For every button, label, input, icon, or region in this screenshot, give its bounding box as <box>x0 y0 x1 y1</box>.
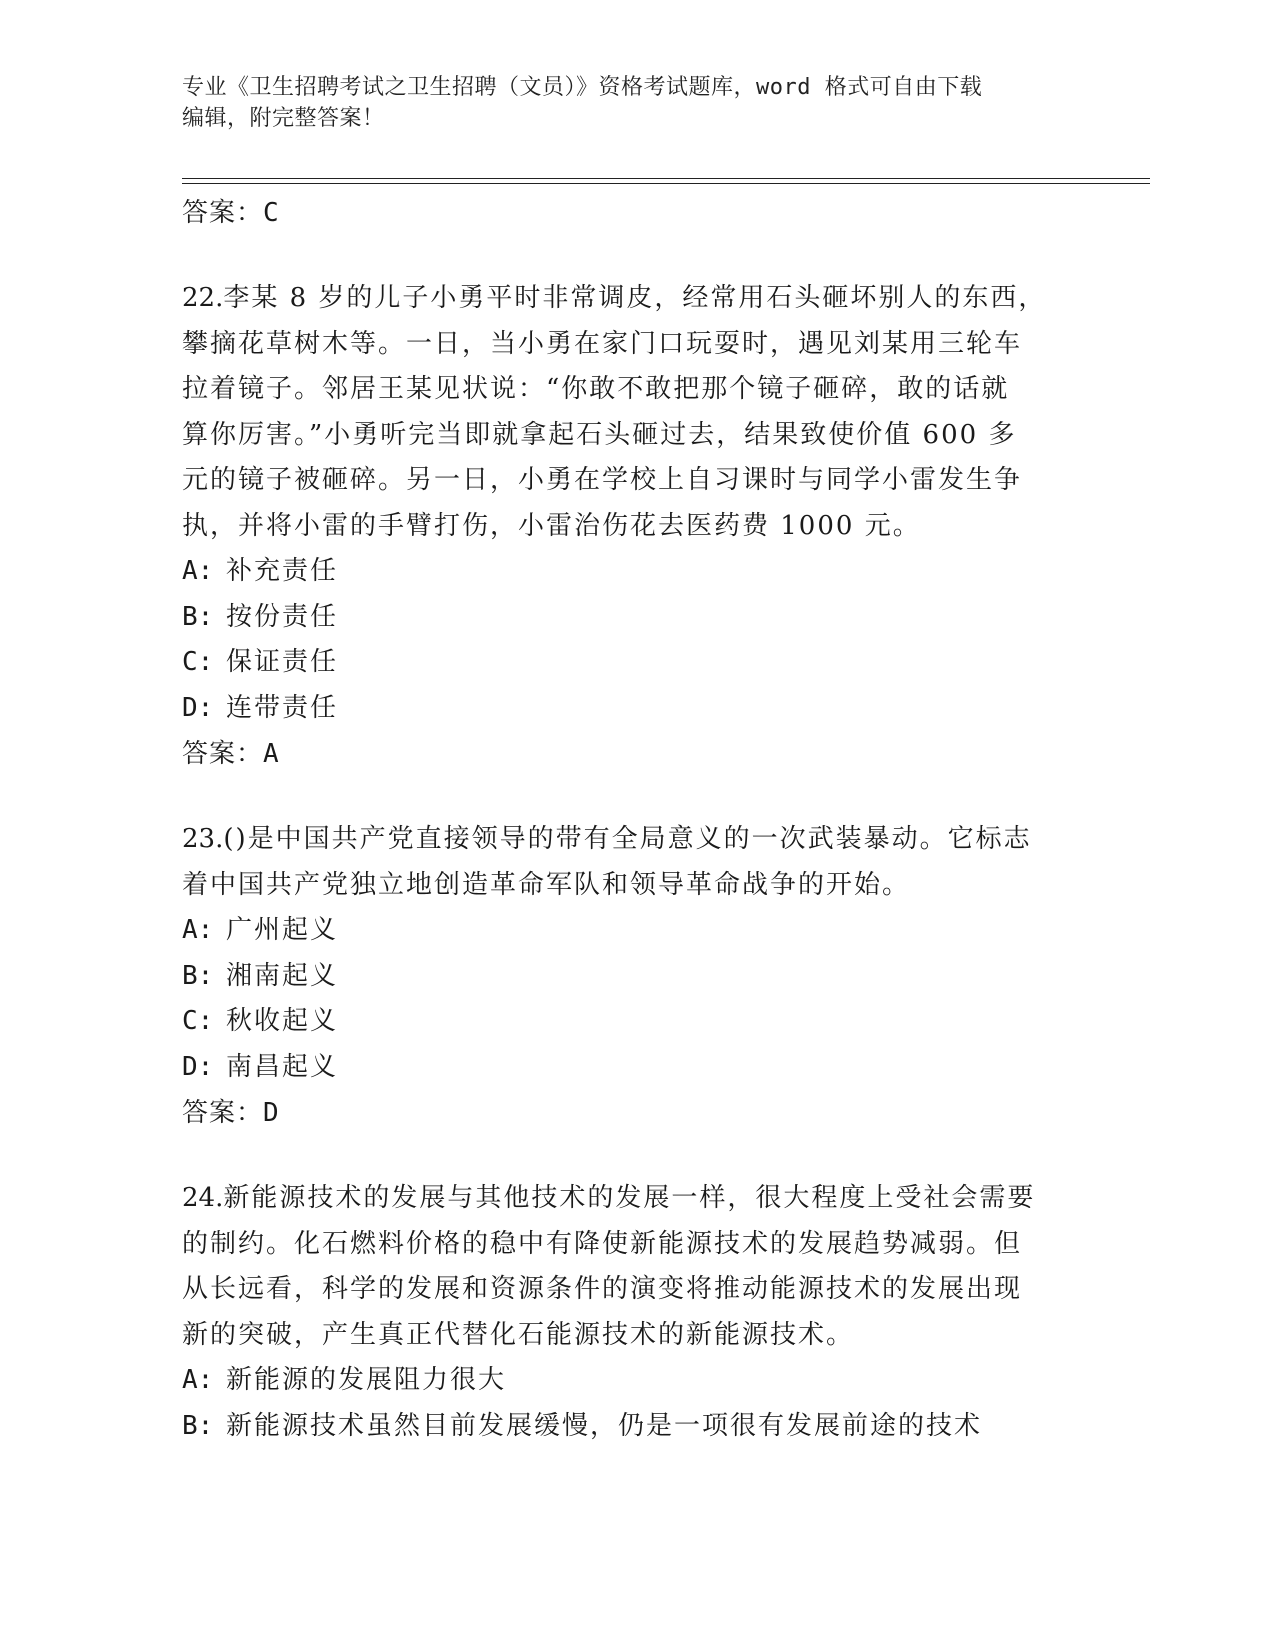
option-key: D: <box>182 692 214 723</box>
answer-value: C <box>263 198 280 228</box>
question-line: 拉着镜子。邻居王某见状说：“你敢不敢把那个镜子砸碎，敢的话就 <box>182 374 1010 404</box>
option-text: 湘南起义 <box>226 960 339 991</box>
question-line: 元的镜子被砸碎。另一日，小勇在学校上自习课时与同学小雷发生争 <box>182 465 1023 495</box>
option-text: 新能源的发展阻力很大 <box>226 1365 507 1395</box>
question-stem <box>182 276 1082 549</box>
question-stem <box>182 1176 1082 1358</box>
question-text: 新能源技术的发展与其他技术的发展一样，很大程度上受社会需要 <box>223 1183 1036 1213</box>
document-body <box>182 190 1082 1449</box>
option-text: 连带责任 <box>226 692 339 723</box>
answer-line <box>182 731 1082 777</box>
question-text: 李某 8 岁的儿子小勇平时非常调皮，经常用石头砸坏别人的东西， <box>223 283 1047 313</box>
option-key: A: <box>182 556 214 586</box>
option-d <box>182 686 1082 732</box>
question-line: 着中国共产党独立地创造革命军队和领导革命战争的开始。 <box>182 869 911 900</box>
option-a <box>182 549 1082 595</box>
answer-line <box>182 190 1082 236</box>
option-d <box>182 1045 1082 1091</box>
answer-value: A <box>263 739 280 769</box>
option-text: 广州起义 <box>226 915 339 945</box>
option-c <box>182 640 1082 686</box>
question-number: 22. <box>182 283 224 313</box>
option-text: 按份责任 <box>226 601 339 632</box>
question-block <box>182 1176 1082 1449</box>
answer-label: 答案： <box>182 1098 264 1128</box>
question-text: ()是中国共产党直接领导的带有全局意义的一次武装暴动。它标志 <box>223 824 1032 854</box>
option-key: B: <box>182 1410 214 1441</box>
header-line-2: 编辑，附完整答案！ <box>182 106 385 131</box>
spacer <box>182 236 1082 276</box>
option-text: 补充责任 <box>226 556 339 586</box>
option-b <box>182 1404 1082 1450</box>
question-block <box>182 276 1082 777</box>
question-line: 从长远看，科学的发展和资源条件的演变将推动能源技术的发展出现 <box>182 1274 1023 1304</box>
spacer <box>182 777 1082 817</box>
option-key: A: <box>182 1365 214 1395</box>
option-c <box>182 999 1082 1045</box>
option-text: 新能源技术虽然目前发展缓慢，仍是一项很有发展前途的技术 <box>226 1410 983 1441</box>
answer-label: 答案： <box>182 198 264 228</box>
option-key: A: <box>182 915 214 945</box>
option-text: 保证责任 <box>226 647 339 677</box>
option-key: B: <box>182 960 214 991</box>
option-text: 南昌起义 <box>226 1051 339 1082</box>
document-header <box>182 72 1052 134</box>
option-text: 秋收起义 <box>226 1006 339 1036</box>
answer-line <box>182 1090 1082 1136</box>
option-key: C: <box>182 1006 214 1036</box>
answer-label: 答案： <box>182 739 264 769</box>
option-key: D: <box>182 1051 214 1082</box>
option-b <box>182 595 1082 641</box>
question-stem <box>182 817 1082 908</box>
spacer <box>182 1136 1082 1176</box>
header-line-1: 专业《卫生招聘考试之卫生招聘（文员）》资格考试题库，word 格式可自由下载 <box>182 75 983 100</box>
question-number: 23. <box>182 824 224 854</box>
option-a <box>182 1358 1082 1404</box>
question-line: 执，并将小雷的手臂打伤，小雷治伤花去医药费 1000 元。 <box>182 510 921 541</box>
question-line <box>182 276 1082 322</box>
question-block <box>182 817 1082 1136</box>
question-number: 24. <box>182 1183 224 1213</box>
question-line <box>182 1176 1082 1222</box>
option-key: B: <box>182 601 214 632</box>
option-b <box>182 954 1082 1000</box>
option-key: C: <box>182 647 214 677</box>
question-line: 算你厉害。”小勇听完当即就拿起石头砸过去，结果致使价值 600 多 <box>182 419 1017 450</box>
question-line: 的制约。化石燃料价格的稳中有降使新能源技术的发展趋势减弱。但 <box>182 1228 1023 1259</box>
question-line: 攀摘花草树木等。一日，当小勇在家门口玩耍时，遇见刘某用三轮车 <box>182 328 1023 359</box>
header-divider-bottom <box>182 183 1150 184</box>
question-line: 新的突破，产生真正代替化石能源技术的新能源技术。 <box>182 1319 855 1350</box>
question-line <box>182 817 1082 863</box>
header-divider-top <box>182 178 1150 179</box>
answer-value: D <box>263 1098 280 1128</box>
option-a <box>182 908 1082 954</box>
